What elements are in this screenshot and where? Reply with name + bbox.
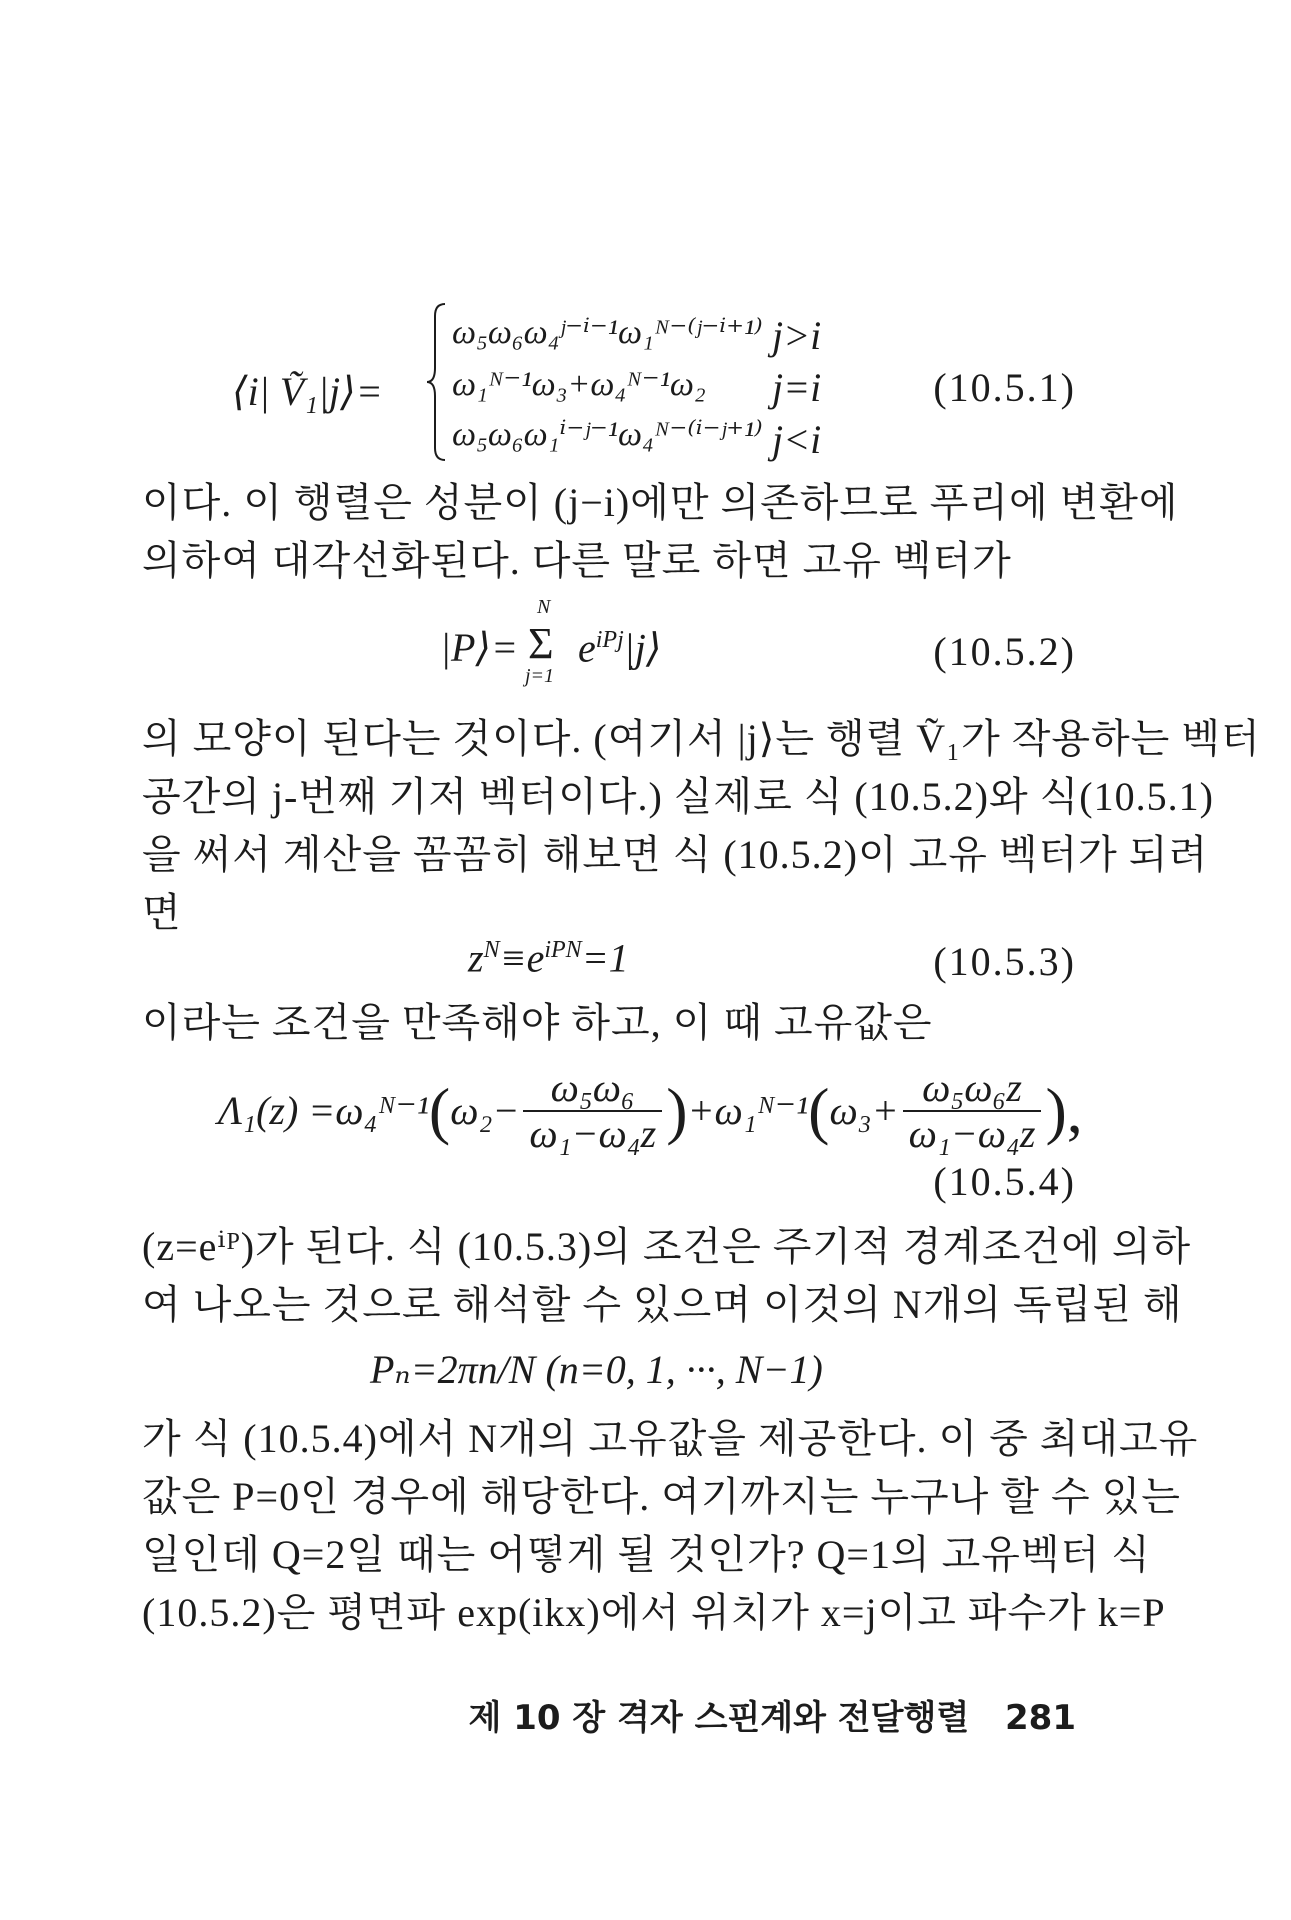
eq4-plus-term: +ω₁ᴺ⁻¹ <box>687 1088 809 1133</box>
paragraph-line: 이라는 조건을 만족해야 하고, 이 때 고유값은 <box>142 1000 933 1045</box>
paragraph-2 <box>142 710 1261 942</box>
eq4-fraction-1 <box>523 1065 662 1156</box>
sum-sign: Σ <box>528 619 554 668</box>
paragraph-line: 여 나오는 것으로 해석할 수 있으며 이것의 N개의 독립된 해 <box>142 1282 1183 1327</box>
left-brace <box>425 302 447 462</box>
eq1-lhs: ⟨i| Ṽ₁|j⟩= <box>232 369 383 414</box>
equation-momentum-values: Pₙ=2πn/N (n=0, 1, ···, N−1) <box>370 1347 823 1392</box>
eq1-condition-3: j<i <box>772 417 822 462</box>
fraction-numerator: ω₅ω₆z <box>903 1068 1042 1112</box>
paragraph-5 <box>142 1410 1199 1642</box>
paragraph-line: 일인데 Q=2일 때는 어떻게 될 것인가? Q=1의 고유벡터 식 <box>142 1532 1151 1577</box>
eq4-body <box>218 1065 1083 1156</box>
eq4-term-2: ω₃+ <box>829 1088 899 1133</box>
eq3-base-exponent: N <box>483 937 500 963</box>
eq2-exponent: iPj <box>595 627 624 653</box>
paragraph-line: (z=eⁱᴾ)가 된다. 식 (10.5.3)의 조건은 주기적 경계조건에 의하 <box>142 1224 1192 1269</box>
eq4-close-paren: ), <box>1045 1075 1083 1146</box>
equation-number: (10.5.3) <box>933 939 1076 984</box>
eq1-case-row-2: ω₁ᴺ⁻¹ω₃+ω₄ᴺ⁻¹ω₂ <box>452 366 706 403</box>
paragraph-line: 의 모양이 된다는 것이다. (여기서 |j⟩는 행렬 Ṽ₁가 작용하는 벡터 <box>142 716 1261 761</box>
sum-upper-limit: N <box>537 596 551 618</box>
paragraph-line: (10.5.2)은 평면파 exp(ikx)에서 위치가 x=j이고 파수가 k=P <box>142 1590 1166 1635</box>
paragraph-line: 이다. 이 행렬은 성분이 (j−i)에만 의존하므로 푸리에 변환에 <box>142 480 1179 525</box>
fraction-denominator: ω₁−ω₄z <box>908 1111 1036 1156</box>
page-number: 281 <box>1005 1698 1076 1738</box>
paragraph-line: 을 써서 계산을 꼼꼼히 해보면 식 (10.5.2)이 고유 벡터가 되려 <box>142 832 1209 877</box>
fraction-denominator: ω₁−ω₄z <box>529 1111 657 1156</box>
paragraph-4 <box>142 1218 1192 1334</box>
eq2-ket: |j⟩ <box>623 625 662 671</box>
paragraph-1 <box>142 474 1179 590</box>
eq4-term-1: ω₂− <box>450 1088 520 1133</box>
paragraph-line: 가 식 (10.5.4)에서 N개의 고유값을 제공한다. 이 중 최대고유 <box>142 1416 1199 1461</box>
eq4-open-paren: ( <box>428 1075 451 1146</box>
eq4-open-paren: ( <box>808 1075 830 1146</box>
eq2-exp-base: e <box>578 625 596 671</box>
eq3-middle: ≡e <box>499 935 545 981</box>
eq2-rhs <box>578 625 662 671</box>
eq4-lhs: Λ₁(z) =ω₄ᴺ⁻¹ <box>218 1088 429 1133</box>
eq4-close-paren: ) <box>666 1075 688 1146</box>
paragraph-line: 의하여 대각선화된다. 다른 말로 하면 고유 벡터가 <box>142 538 1012 583</box>
paragraph-line: 값은 P=0인 경우에 해당한다. 여기까지는 누구나 할 수 있는 <box>142 1474 1181 1519</box>
fraction-numerator: ω₅ω₆ <box>523 1068 662 1112</box>
paragraph-line: 공간의 j-번째 기저 벡터이다.) 실제로 식 (10.5.2)와 식(10.5.1) <box>142 774 1214 819</box>
equation-number: (10.5.2) <box>933 629 1076 674</box>
equation-number: (10.5.1) <box>933 365 1076 410</box>
paragraph-3 <box>142 994 1092 1052</box>
eq4-fraction-2 <box>903 1065 1042 1156</box>
eq1-case-row-3: ω₅ω₆ω₁ⁱ⁻ʲ⁻¹ω₄ᴺ⁻⁽ⁱ⁻ʲ⁺¹⁾ <box>452 416 763 453</box>
eq3-middle-exponent: iPN <box>544 937 582 963</box>
eq3-tail: =1 <box>581 935 629 981</box>
eq1-condition-1: j>i <box>772 313 822 358</box>
eq1-condition-2: j=i <box>772 365 822 410</box>
paragraph-line: 면 <box>142 890 182 935</box>
sum-lower-limit: j=1 <box>525 665 555 687</box>
eq1-case-row-1: ω₅ω₆ω₄ʲ⁻ⁱ⁻¹ω₁ᴺ⁻⁽ʲ⁻ⁱ⁺¹⁾ <box>452 314 763 351</box>
equation-number: (10.5.4) <box>933 1159 1076 1204</box>
running-footer <box>469 1690 1076 1739</box>
eq2-lhs: |P⟩= <box>440 625 519 670</box>
eq3-body <box>468 935 629 981</box>
chapter-title: 제 10 장 격자 스핀계와 전달행렬 <box>468 1698 970 1738</box>
eq3-base: z <box>468 935 484 981</box>
